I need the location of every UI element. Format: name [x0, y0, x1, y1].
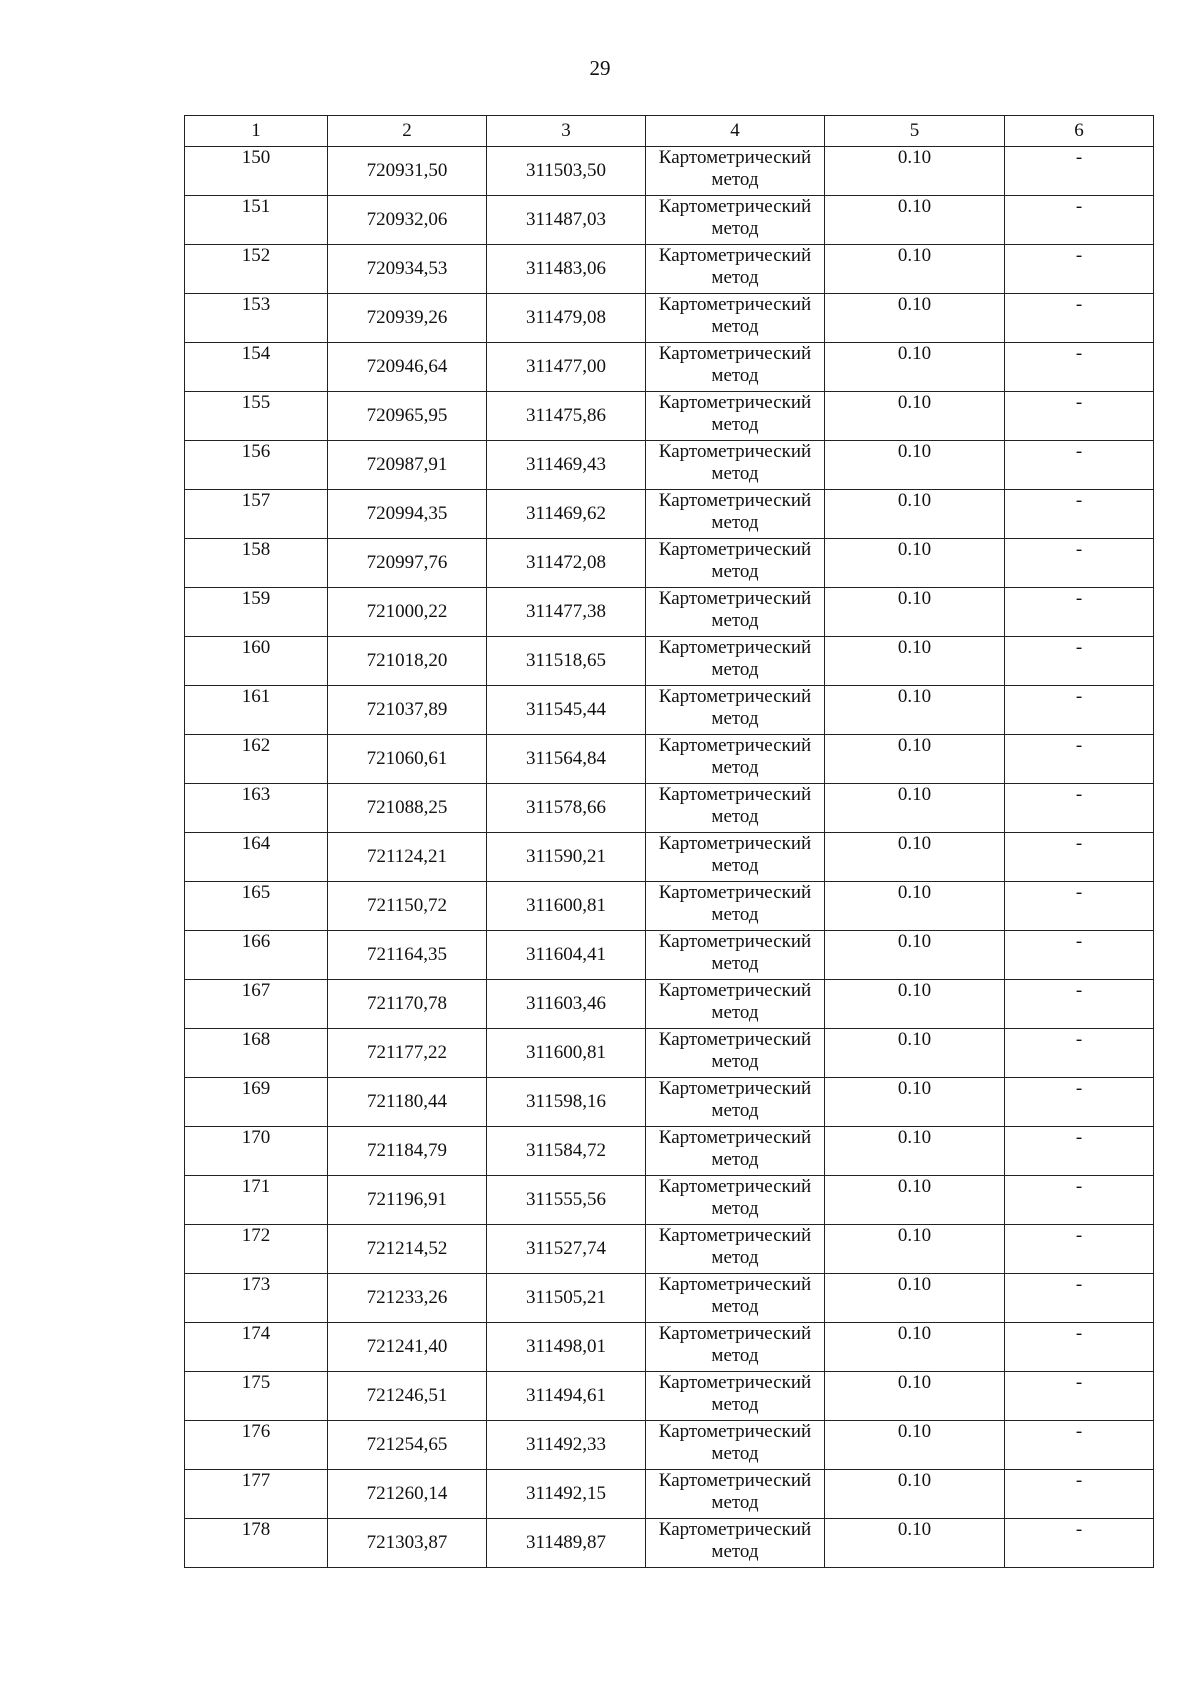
method-line-2: метод: [711, 1394, 759, 1415]
x-coordinate-cell: 720994,35: [328, 490, 487, 539]
method-line-2: метод: [711, 806, 759, 827]
method-cell: [646, 1078, 825, 1127]
y-coordinate-cell: 311503,50: [487, 147, 646, 196]
accuracy-cell: 0.10: [825, 1470, 1005, 1519]
method-line-2: метод: [711, 1247, 759, 1268]
note-cell: -: [1005, 294, 1154, 343]
accuracy-cell: 0.10: [825, 147, 1005, 196]
method-line-1: Картометрический: [658, 1176, 812, 1197]
method-line-1: Картометрический: [658, 1372, 812, 1393]
method-cell: [646, 294, 825, 343]
method-line-1: Картометрический: [658, 1078, 812, 1099]
method-line-2: метод: [711, 365, 759, 386]
x-coordinate-cell: 721260,14: [328, 1470, 487, 1519]
method-cell: [646, 196, 825, 245]
table-row: [185, 294, 1154, 343]
method-line-1: Картометрический: [658, 833, 812, 854]
y-coordinate-cell: 311489,87: [487, 1519, 646, 1568]
note-cell: -: [1005, 784, 1154, 833]
point-number-cell: 164: [185, 833, 328, 882]
column-header: 1: [185, 116, 328, 147]
accuracy-cell: 0.10: [825, 245, 1005, 294]
accuracy-cell: 0.10: [825, 980, 1005, 1029]
point-number-cell: 168: [185, 1029, 328, 1078]
point-number-cell: 162: [185, 735, 328, 784]
table-row: [185, 147, 1154, 196]
table-row: [185, 833, 1154, 882]
accuracy-cell: 0.10: [825, 833, 1005, 882]
method-cell: [646, 1176, 825, 1225]
point-number-cell: 153: [185, 294, 328, 343]
note-cell: -: [1005, 245, 1154, 294]
y-coordinate-cell: 311469,43: [487, 441, 646, 490]
note-cell: -: [1005, 1029, 1154, 1078]
point-number-cell: 156: [185, 441, 328, 490]
method-cell: [646, 490, 825, 539]
table-row: [185, 1078, 1154, 1127]
point-number-cell: 159: [185, 588, 328, 637]
x-coordinate-cell: 721241,40: [328, 1323, 487, 1372]
y-coordinate-cell: 311600,81: [487, 1029, 646, 1078]
note-cell: -: [1005, 833, 1154, 882]
method-cell: [646, 1519, 825, 1568]
point-number-cell: 163: [185, 784, 328, 833]
x-coordinate-cell: 721214,52: [328, 1225, 487, 1274]
y-coordinate-cell: 311492,15: [487, 1470, 646, 1519]
x-coordinate-cell: 721124,21: [328, 833, 487, 882]
method-line-2: метод: [711, 1002, 759, 1023]
method-line-2: метод: [711, 1198, 759, 1219]
method-cell: [646, 147, 825, 196]
point-number-cell: 158: [185, 539, 328, 588]
point-number-cell: 167: [185, 980, 328, 1029]
point-number-cell: 170: [185, 1127, 328, 1176]
point-number-cell: 169: [185, 1078, 328, 1127]
accuracy-cell: 0.10: [825, 686, 1005, 735]
note-cell: -: [1005, 637, 1154, 686]
column-header: 4: [646, 116, 825, 147]
column-header: 6: [1005, 116, 1154, 147]
x-coordinate-cell: 720965,95: [328, 392, 487, 441]
method-line-1: Картометрический: [658, 1029, 812, 1050]
y-coordinate-cell: 311600,81: [487, 882, 646, 931]
method-line-1: Картометрический: [658, 1274, 812, 1295]
method-line-2: метод: [711, 1051, 759, 1072]
column-header: 5: [825, 116, 1005, 147]
accuracy-cell: 0.10: [825, 343, 1005, 392]
note-cell: -: [1005, 539, 1154, 588]
x-coordinate-cell: 721170,78: [328, 980, 487, 1029]
method-line-2: метод: [711, 1541, 759, 1562]
method-line-2: метод: [711, 561, 759, 582]
point-number-cell: 160: [185, 637, 328, 686]
method-line-1: Картометрический: [658, 441, 812, 462]
point-number-cell: 171: [185, 1176, 328, 1225]
method-line-2: метод: [711, 1149, 759, 1170]
method-line-2: метод: [711, 169, 759, 190]
table-row: [185, 1372, 1154, 1421]
method-line-1: Картометрический: [658, 686, 812, 707]
method-cell: [646, 441, 825, 490]
point-number-cell: 166: [185, 931, 328, 980]
method-line-1: Картометрический: [658, 784, 812, 805]
y-coordinate-cell: 311469,62: [487, 490, 646, 539]
table-row: [185, 931, 1154, 980]
table-row: [185, 980, 1154, 1029]
table-row: [185, 1176, 1154, 1225]
point-number-cell: 151: [185, 196, 328, 245]
table-row: [185, 735, 1154, 784]
y-coordinate-cell: 311477,38: [487, 588, 646, 637]
point-number-cell: 174: [185, 1323, 328, 1372]
note-cell: -: [1005, 147, 1154, 196]
method-line-2: метод: [711, 659, 759, 680]
y-coordinate-cell: 311505,21: [487, 1274, 646, 1323]
method-line-2: метод: [711, 757, 759, 778]
method-line-2: метод: [711, 610, 759, 631]
method-line-1: Картометрический: [658, 980, 812, 1001]
table-row: [185, 637, 1154, 686]
x-coordinate-cell: 721177,22: [328, 1029, 487, 1078]
y-coordinate-cell: 311578,66: [487, 784, 646, 833]
accuracy-cell: 0.10: [825, 490, 1005, 539]
y-coordinate-cell: 311598,16: [487, 1078, 646, 1127]
y-coordinate-cell: 311475,86: [487, 392, 646, 441]
column-header: 2: [328, 116, 487, 147]
x-coordinate-cell: 721150,72: [328, 882, 487, 931]
method-cell: [646, 931, 825, 980]
method-line-1: Картометрический: [658, 1127, 812, 1148]
method-cell: [646, 1225, 825, 1274]
y-coordinate-cell: 311472,08: [487, 539, 646, 588]
column-header: 3: [487, 116, 646, 147]
table-body: [185, 147, 1154, 1568]
method-line-1: Картометрический: [658, 1225, 812, 1246]
method-line-2: метод: [711, 1100, 759, 1121]
y-coordinate-cell: 311492,33: [487, 1421, 646, 1470]
method-line-1: Картометрический: [658, 882, 812, 903]
table-row: [185, 1127, 1154, 1176]
note-cell: -: [1005, 1078, 1154, 1127]
y-coordinate-cell: 311498,01: [487, 1323, 646, 1372]
method-line-2: метод: [711, 267, 759, 288]
accuracy-cell: 0.10: [825, 1127, 1005, 1176]
table-row: [185, 245, 1154, 294]
table-row: [185, 490, 1154, 539]
method-line-2: метод: [711, 904, 759, 925]
accuracy-cell: 0.10: [825, 735, 1005, 784]
table-row: [185, 1029, 1154, 1078]
table-row: [185, 539, 1154, 588]
table-row: [185, 392, 1154, 441]
method-line-2: метод: [711, 316, 759, 337]
x-coordinate-cell: 720939,26: [328, 294, 487, 343]
method-line-1: Картометрический: [658, 294, 812, 315]
note-cell: -: [1005, 1470, 1154, 1519]
y-coordinate-cell: 311527,74: [487, 1225, 646, 1274]
accuracy-cell: 0.10: [825, 1519, 1005, 1568]
method-line-2: метод: [711, 1296, 759, 1317]
accuracy-cell: 0.10: [825, 196, 1005, 245]
table-header-row: [185, 116, 1154, 147]
x-coordinate-cell: 721018,20: [328, 637, 487, 686]
method-line-2: метод: [711, 1345, 759, 1366]
x-coordinate-cell: 721164,35: [328, 931, 487, 980]
point-number-cell: 178: [185, 1519, 328, 1568]
method-cell: [646, 1127, 825, 1176]
method-line-1: Картометрический: [658, 735, 812, 756]
point-number-cell: 152: [185, 245, 328, 294]
table-row: [185, 441, 1154, 490]
method-cell: [646, 1274, 825, 1323]
method-line-1: Картометрический: [658, 931, 812, 952]
method-line-1: Картометрический: [658, 490, 812, 511]
accuracy-cell: 0.10: [825, 784, 1005, 833]
note-cell: -: [1005, 1274, 1154, 1323]
table-row: [185, 1274, 1154, 1323]
y-coordinate-cell: 311545,44: [487, 686, 646, 735]
method-cell: [646, 686, 825, 735]
point-number-cell: 173: [185, 1274, 328, 1323]
method-cell: [646, 245, 825, 294]
point-number-cell: 175: [185, 1372, 328, 1421]
method-cell: [646, 833, 825, 882]
x-coordinate-cell: 720997,76: [328, 539, 487, 588]
method-cell: [646, 588, 825, 637]
accuracy-cell: 0.10: [825, 1078, 1005, 1127]
method-cell: [646, 735, 825, 784]
x-coordinate-cell: 721233,26: [328, 1274, 487, 1323]
x-coordinate-cell: 720987,91: [328, 441, 487, 490]
method-line-1: Картометрический: [658, 392, 812, 413]
x-coordinate-cell: 721060,61: [328, 735, 487, 784]
x-coordinate-cell: 720932,06: [328, 196, 487, 245]
x-coordinate-cell: 721196,91: [328, 1176, 487, 1225]
method-line-1: Картометрический: [658, 539, 812, 560]
method-cell: [646, 882, 825, 931]
x-coordinate-cell: 721037,89: [328, 686, 487, 735]
method-line-2: метод: [711, 463, 759, 484]
note-cell: -: [1005, 1421, 1154, 1470]
y-coordinate-cell: 311590,21: [487, 833, 646, 882]
table-row: [185, 686, 1154, 735]
note-cell: -: [1005, 1372, 1154, 1421]
note-cell: -: [1005, 343, 1154, 392]
table-row: [185, 1323, 1154, 1372]
accuracy-cell: 0.10: [825, 539, 1005, 588]
point-number-cell: 150: [185, 147, 328, 196]
accuracy-cell: 0.10: [825, 441, 1005, 490]
method-cell: [646, 1470, 825, 1519]
note-cell: -: [1005, 588, 1154, 637]
method-cell: [646, 1421, 825, 1470]
accuracy-cell: 0.10: [825, 931, 1005, 980]
x-coordinate-cell: 721303,87: [328, 1519, 487, 1568]
point-number-cell: 157: [185, 490, 328, 539]
note-cell: -: [1005, 490, 1154, 539]
note-cell: -: [1005, 1519, 1154, 1568]
method-cell: [646, 980, 825, 1029]
table-row: [185, 784, 1154, 833]
method-line-1: Картометрический: [658, 196, 812, 217]
note-cell: -: [1005, 735, 1154, 784]
method-line-1: Картометрический: [658, 588, 812, 609]
note-cell: -: [1005, 931, 1154, 980]
method-cell: [646, 784, 825, 833]
x-coordinate-cell: 720934,53: [328, 245, 487, 294]
method-cell: [646, 343, 825, 392]
x-coordinate-cell: 720946,64: [328, 343, 487, 392]
note-cell: -: [1005, 1127, 1154, 1176]
y-coordinate-cell: 311603,46: [487, 980, 646, 1029]
y-coordinate-cell: 311477,00: [487, 343, 646, 392]
method-cell: [646, 539, 825, 588]
coordinates-table: [184, 115, 1154, 1568]
point-number-cell: 154: [185, 343, 328, 392]
x-coordinate-cell: 721254,65: [328, 1421, 487, 1470]
method-line-2: метод: [711, 512, 759, 533]
method-line-1: Картометрический: [658, 1470, 812, 1491]
note-cell: -: [1005, 1176, 1154, 1225]
x-coordinate-cell: 720931,50: [328, 147, 487, 196]
point-number-cell: 165: [185, 882, 328, 931]
method-line-1: Картометрический: [658, 343, 812, 364]
accuracy-cell: 0.10: [825, 392, 1005, 441]
method-line-1: Картометрический: [658, 1323, 812, 1344]
note-cell: -: [1005, 980, 1154, 1029]
note-cell: -: [1005, 392, 1154, 441]
note-cell: -: [1005, 882, 1154, 931]
method-cell: [646, 637, 825, 686]
method-line-2: метод: [711, 218, 759, 239]
point-number-cell: 177: [185, 1470, 328, 1519]
table-row: [185, 1519, 1154, 1568]
table-row: [185, 588, 1154, 637]
table-row: [185, 196, 1154, 245]
method-line-2: метод: [711, 1443, 759, 1464]
accuracy-cell: 0.10: [825, 1274, 1005, 1323]
accuracy-cell: 0.10: [825, 1372, 1005, 1421]
method-line-2: метод: [711, 414, 759, 435]
method-line-1: Картометрический: [658, 637, 812, 658]
table-row: [185, 343, 1154, 392]
y-coordinate-cell: 311584,72: [487, 1127, 646, 1176]
y-coordinate-cell: 311494,61: [487, 1372, 646, 1421]
accuracy-cell: 0.10: [825, 1421, 1005, 1470]
accuracy-cell: 0.10: [825, 637, 1005, 686]
y-coordinate-cell: 311518,65: [487, 637, 646, 686]
y-coordinate-cell: 311479,08: [487, 294, 646, 343]
accuracy-cell: 0.10: [825, 1029, 1005, 1078]
table-row: [185, 1421, 1154, 1470]
point-number-cell: 155: [185, 392, 328, 441]
y-coordinate-cell: 311555,56: [487, 1176, 646, 1225]
note-cell: -: [1005, 196, 1154, 245]
x-coordinate-cell: 721184,79: [328, 1127, 487, 1176]
method-cell: [646, 392, 825, 441]
accuracy-cell: 0.10: [825, 294, 1005, 343]
table-row: [185, 882, 1154, 931]
y-coordinate-cell: 311483,06: [487, 245, 646, 294]
note-cell: -: [1005, 441, 1154, 490]
y-coordinate-cell: 311604,41: [487, 931, 646, 980]
method-cell: [646, 1372, 825, 1421]
accuracy-cell: 0.10: [825, 1176, 1005, 1225]
page-number: 29: [589, 56, 611, 80]
x-coordinate-cell: 721088,25: [328, 784, 487, 833]
table-row: [185, 1225, 1154, 1274]
note-cell: -: [1005, 1323, 1154, 1372]
y-coordinate-cell: 311564,84: [487, 735, 646, 784]
point-number-cell: 176: [185, 1421, 328, 1470]
point-number-cell: 161: [185, 686, 328, 735]
x-coordinate-cell: 721000,22: [328, 588, 487, 637]
accuracy-cell: 0.10: [825, 588, 1005, 637]
y-coordinate-cell: 311487,03: [487, 196, 646, 245]
method-cell: [646, 1029, 825, 1078]
accuracy-cell: 0.10: [825, 1323, 1005, 1372]
method-line-2: метод: [711, 1492, 759, 1513]
table-row: [185, 1470, 1154, 1519]
accuracy-cell: 0.10: [825, 882, 1005, 931]
method-line-1: Картометрический: [658, 1421, 812, 1442]
note-cell: -: [1005, 686, 1154, 735]
point-number-cell: 172: [185, 1225, 328, 1274]
method-line-2: метод: [711, 953, 759, 974]
x-coordinate-cell: 721180,44: [328, 1078, 487, 1127]
method-line-1: Картометрический: [658, 1519, 812, 1540]
method-line-1: Картометрический: [658, 245, 812, 266]
x-coordinate-cell: 721246,51: [328, 1372, 487, 1421]
note-cell: -: [1005, 1225, 1154, 1274]
method-cell: [646, 1323, 825, 1372]
method-line-2: метод: [711, 855, 759, 876]
accuracy-cell: 0.10: [825, 1225, 1005, 1274]
method-line-1: Картометрический: [658, 147, 812, 168]
method-line-2: метод: [711, 708, 759, 729]
